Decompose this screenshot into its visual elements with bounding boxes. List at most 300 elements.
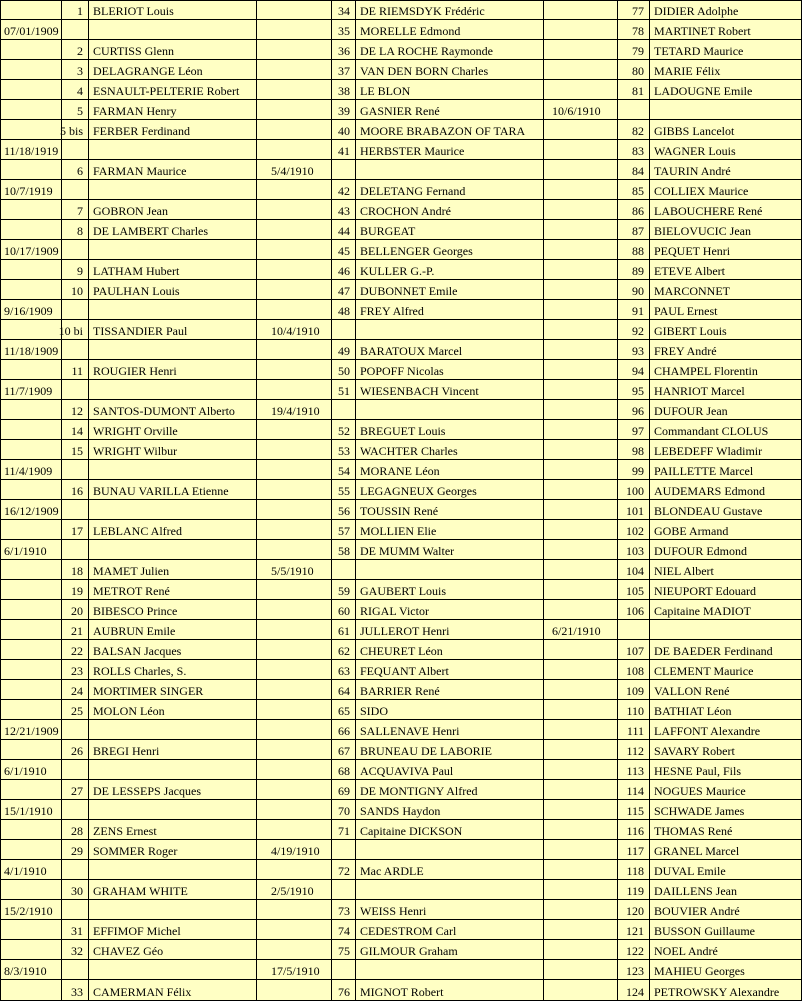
- entry-number: [62, 140, 89, 160]
- entry-number: [332, 200, 356, 220]
- aviator-name: [356, 380, 544, 400]
- date-cell: [0, 460, 62, 480]
- entry-number: [62, 820, 89, 840]
- entry-number-text: 7: [77, 204, 83, 218]
- aviator-name: [89, 500, 257, 520]
- date-cell: [544, 20, 618, 40]
- date-cell: [544, 480, 618, 500]
- entry-number: [332, 220, 356, 240]
- entry-number: [62, 880, 89, 900]
- entry-number-text: 89: [632, 264, 644, 278]
- date-cell: [0, 800, 62, 820]
- aviator-name-text: BOUVIER André: [654, 904, 740, 918]
- date-cell-text: 4/1/1910: [4, 864, 47, 878]
- date-cell: [0, 100, 62, 120]
- entry-number: [332, 500, 356, 520]
- entry-number: [62, 780, 89, 800]
- date-cell: [257, 140, 332, 160]
- entry-number: [332, 580, 356, 600]
- date-cell: [257, 680, 332, 700]
- entry-number: [332, 540, 356, 560]
- aviator-name-text: FARMAN Maurice: [93, 164, 187, 178]
- entry-number-text: 34: [338, 4, 350, 18]
- date-cell: [0, 260, 62, 280]
- entry-number-text: 54: [338, 464, 350, 478]
- date-cell: [257, 200, 332, 220]
- entry-number-text: 41: [338, 144, 350, 158]
- date-cell: [544, 460, 618, 480]
- date-cell: [544, 840, 618, 860]
- aviator-name: [89, 600, 257, 620]
- aviator-name: [650, 280, 802, 300]
- date-cell-text: 12/21/1909: [4, 724, 59, 738]
- date-cell: [257, 800, 332, 820]
- aviator-name: [356, 400, 544, 420]
- aviator-name: [89, 280, 257, 300]
- date-cell-text: 4/19/1910: [271, 844, 320, 858]
- entry-number-text: 123: [626, 964, 644, 978]
- entry-number-text: 46: [338, 264, 350, 278]
- aviator-name-text: AUDEMARS Edmond: [654, 484, 766, 498]
- entry-number: [62, 420, 89, 440]
- entry-number-text: 93: [632, 344, 644, 358]
- entry-number: [618, 920, 650, 940]
- aviator-name-text: SANDS Haydon: [360, 804, 441, 818]
- aviator-name: [89, 380, 257, 400]
- aviator-name: [356, 720, 544, 740]
- entry-number-text: 112: [626, 744, 644, 758]
- aviator-name: [650, 680, 802, 700]
- aviator-name-text: MAMET Julien: [93, 564, 170, 578]
- entry-number-text: 100: [626, 484, 644, 498]
- date-cell: [544, 920, 618, 940]
- aviator-name: [89, 180, 257, 200]
- aviator-name: [650, 300, 802, 320]
- aviator-name-text: MORANE Léon: [360, 464, 440, 478]
- entry-number-text: 28: [71, 824, 83, 838]
- aviator-name: [650, 440, 802, 460]
- aviator-name: [356, 700, 544, 720]
- entry-number: [62, 360, 89, 380]
- aviator-name: [89, 240, 257, 260]
- aviator-name-text: DE MONTIGNY Alfred: [360, 784, 478, 798]
- entry-number-text: 42: [338, 184, 350, 198]
- entry-number: [618, 280, 650, 300]
- aviator-name: [89, 400, 257, 420]
- date-cell-text: 10/4/1910: [271, 324, 320, 338]
- entry-number: [62, 60, 89, 80]
- date-cell: [257, 260, 332, 280]
- entry-number-text: 56: [338, 504, 350, 518]
- date-cell: [544, 300, 618, 320]
- aviator-name-text: GOBE Armand: [654, 524, 729, 538]
- aviator-name: [356, 880, 544, 900]
- entry-number-text: 79: [632, 44, 644, 58]
- aviator-name-text: BLONDEAU Gustave: [654, 504, 763, 518]
- date-cell-text: 8/3/1910: [4, 964, 47, 978]
- entry-number-text: 30: [71, 884, 83, 898]
- date-cell: [0, 880, 62, 900]
- aviator-name: [89, 520, 257, 540]
- aviator-name-text: MOLLIEN Elie: [360, 524, 437, 538]
- aviator-name-text: FEQUANT Albert: [360, 664, 449, 678]
- aviator-name-text: BELLENGER Georges: [360, 244, 473, 258]
- entry-number-text: 20: [71, 604, 83, 618]
- date-cell: [544, 980, 618, 1001]
- date-cell: [0, 340, 62, 360]
- entry-number: [618, 540, 650, 560]
- aviator-name: [89, 140, 257, 160]
- aviator-name: [356, 620, 544, 640]
- entry-number-text: 16: [71, 484, 83, 498]
- entry-number-text: 82: [632, 124, 644, 138]
- aviator-name: [650, 200, 802, 220]
- entry-number: [618, 520, 650, 540]
- entry-number-text: 99: [632, 464, 644, 478]
- entry-number: [62, 220, 89, 240]
- date-cell: [0, 960, 62, 980]
- aviator-name: [650, 40, 802, 60]
- date-cell: [0, 900, 62, 920]
- aviator-name-text: WACHTER Charles: [360, 444, 458, 458]
- entry-number-text: 57: [338, 524, 350, 538]
- entry-number-text: 4: [77, 84, 83, 98]
- entry-number: [618, 420, 650, 440]
- aviator-name-text: MARCONNET: [654, 284, 731, 298]
- aviator-name: [356, 600, 544, 620]
- aviator-name-text: ACQUAVIVA Paul: [360, 764, 454, 778]
- aviator-name: [650, 340, 802, 360]
- date-cell: [0, 680, 62, 700]
- date-cell: [257, 740, 332, 760]
- aviator-name: [650, 600, 802, 620]
- aviator-name: [89, 200, 257, 220]
- aviator-name: [89, 700, 257, 720]
- aviator-name-text: PAUL Ernest: [654, 304, 718, 318]
- date-cell: [0, 540, 62, 560]
- entry-number-text: 18: [71, 564, 83, 578]
- date-cell: [544, 860, 618, 880]
- date-cell: [257, 60, 332, 80]
- date-cell: [544, 160, 618, 180]
- entry-number: [332, 840, 356, 860]
- entry-number: [618, 480, 650, 500]
- aviator-name-text: Capitaine DICKSON: [360, 824, 463, 838]
- aviator-name-text: DUFOUR Jean: [654, 404, 728, 418]
- aviator-name-text: METROT René: [93, 584, 170, 598]
- aviator-name-text: CURTISS Glenn: [93, 44, 174, 58]
- entry-number: [618, 200, 650, 220]
- aviator-name-text: MORTIMER SINGER: [93, 684, 204, 698]
- entry-number: [332, 900, 356, 920]
- entry-number: [618, 760, 650, 780]
- entry-number: [618, 820, 650, 840]
- aviator-name-text: GASNIER René: [360, 104, 440, 118]
- entry-number-text: 86: [632, 204, 644, 218]
- entry-number-text: 108: [626, 664, 644, 678]
- date-cell: [0, 700, 62, 720]
- aviator-name: [356, 360, 544, 380]
- date-cell: [544, 660, 618, 680]
- entry-number-text: 24: [71, 684, 83, 698]
- date-cell: [257, 300, 332, 320]
- date-cell: [544, 960, 618, 980]
- date-cell: [257, 0, 332, 20]
- aviator-name-text: DIDIER Adolphe: [654, 4, 739, 18]
- aviator-name: [650, 260, 802, 280]
- entry-number: [618, 600, 650, 620]
- aviator-name: [356, 240, 544, 260]
- aviator-name-text: HERBSTER Maurice: [360, 144, 465, 158]
- aviator-name-text: LATHAM Hubert: [93, 264, 180, 278]
- entry-number: [618, 380, 650, 400]
- entry-number-text: 80: [632, 64, 644, 78]
- date-cell: [544, 880, 618, 900]
- aviator-name: [356, 980, 544, 1001]
- aviator-name-text: PAILLETTE Marcel: [654, 464, 754, 478]
- entry-number: [62, 400, 89, 420]
- date-cell: [544, 80, 618, 100]
- date-cell: [0, 600, 62, 620]
- entry-number-text: 121: [626, 924, 644, 938]
- aviator-name: [356, 0, 544, 20]
- entry-number-text: 87: [632, 224, 644, 238]
- entry-number: [618, 800, 650, 820]
- aviator-name-text: BIELOVUCIC Jean: [654, 224, 751, 238]
- entry-number: [332, 700, 356, 720]
- entry-number-text: 63: [338, 664, 350, 678]
- aviator-name: [650, 500, 802, 520]
- aviator-name-text: BATHIAT Léon: [654, 704, 732, 718]
- aviator-name: [356, 660, 544, 680]
- aviator-name: [356, 500, 544, 520]
- aviator-name-text: LEBLANC Alfred: [93, 524, 182, 538]
- aviator-name-text: DUBONNET Emile: [360, 284, 458, 298]
- date-cell: [544, 800, 618, 820]
- date-cell: [544, 320, 618, 340]
- aviator-name: [650, 560, 802, 580]
- entry-number: [62, 480, 89, 500]
- entry-number-text: 40: [338, 124, 350, 138]
- entry-number: [618, 180, 650, 200]
- entry-number: [62, 680, 89, 700]
- entry-number-text: 61: [338, 624, 350, 638]
- entry-number: [62, 720, 89, 740]
- aviator-name: [650, 920, 802, 940]
- aviator-name-text: DAILLENS Jean: [654, 884, 737, 898]
- date-cell: [0, 300, 62, 320]
- date-cell: [544, 640, 618, 660]
- entry-number-text: 45: [338, 244, 350, 258]
- aviator-name-text: MOORE BRABAZON OF TARA: [360, 124, 526, 138]
- entry-number-text: 22: [71, 644, 83, 658]
- aviator-name: [356, 740, 544, 760]
- entry-number: [62, 380, 89, 400]
- aviator-name: [650, 780, 802, 800]
- aviator-name-text: Capitaine MADIOT: [654, 604, 751, 618]
- aviator-name: [650, 400, 802, 420]
- aviator-name: [650, 720, 802, 740]
- aviator-name-text: MIGNOT Robert: [360, 985, 444, 999]
- entry-number: [332, 980, 356, 1001]
- entry-number-text: 75: [338, 944, 350, 958]
- entry-number: [618, 340, 650, 360]
- date-cell: [257, 700, 332, 720]
- entry-number-text: 10 bi: [58, 324, 83, 338]
- date-cell: [544, 620, 618, 640]
- entry-number-text: 5: [77, 104, 83, 118]
- date-cell-text: 17/5/1910: [271, 964, 320, 978]
- entry-number: [332, 280, 356, 300]
- entry-number-text: 31: [71, 924, 83, 938]
- entry-number: [62, 940, 89, 960]
- aviator-name: [650, 760, 802, 780]
- entry-number: [332, 460, 356, 480]
- aviator-name: [89, 420, 257, 440]
- date-cell: [257, 720, 332, 740]
- date-cell: [257, 20, 332, 40]
- aviator-name: [650, 80, 802, 100]
- aviator-name-text: WAGNER Louis: [654, 144, 736, 158]
- date-cell: [257, 440, 332, 460]
- entry-number: [618, 960, 650, 980]
- entry-number-text: 84: [632, 164, 644, 178]
- entry-number: [332, 100, 356, 120]
- aviator-name: [356, 780, 544, 800]
- date-cell: [0, 80, 62, 100]
- date-cell: [257, 160, 332, 180]
- entry-number: [332, 620, 356, 640]
- aviator-name: [89, 340, 257, 360]
- aviator-name-text: PEQUET Henri: [654, 244, 731, 258]
- date-cell: [257, 760, 332, 780]
- entry-number-text: 97: [632, 424, 644, 438]
- date-cell: [544, 680, 618, 700]
- aviator-name-text: BARATOUX Marcel: [360, 344, 463, 358]
- entry-number: [332, 340, 356, 360]
- entry-number-text: 101: [626, 504, 644, 518]
- aviator-name-text: MAHIEU Georges: [654, 964, 745, 978]
- entry-number-text: 53: [338, 444, 350, 458]
- entry-number-text: 69: [338, 784, 350, 798]
- entry-number-text: 51: [338, 384, 350, 398]
- date-cell: [544, 500, 618, 520]
- date-cell: [257, 940, 332, 960]
- entry-number: [332, 480, 356, 500]
- entry-number-text: 3: [77, 64, 83, 78]
- date-cell: [257, 180, 332, 200]
- entry-number: [618, 840, 650, 860]
- entry-number-text: 95: [632, 384, 644, 398]
- aviator-name-text: POPOFF Nicolas: [360, 364, 444, 378]
- entry-number-text: 21: [71, 624, 83, 638]
- date-cell: [0, 180, 62, 200]
- aviator-name: [356, 420, 544, 440]
- entry-number: [618, 660, 650, 680]
- date-cell: [0, 20, 62, 40]
- date-cell-text: 6/21/1910: [552, 624, 601, 638]
- aviator-name: [356, 80, 544, 100]
- date-cell-text: 15/2/1910: [4, 904, 53, 918]
- entry-number-text: 1: [77, 4, 83, 18]
- aviator-name: [650, 240, 802, 260]
- entry-number: [62, 340, 89, 360]
- aviator-name-text: WIESENBACH Vincent: [360, 384, 479, 398]
- aviator-name: [650, 980, 802, 1001]
- entry-number: [618, 620, 650, 640]
- date-cell: [0, 660, 62, 680]
- date-cell: [0, 120, 62, 140]
- entry-number-text: 78: [632, 24, 644, 38]
- date-cell: [544, 400, 618, 420]
- aviator-name-text: SANTOS-DUMONT Alberto: [93, 404, 235, 418]
- aviator-name: [356, 280, 544, 300]
- entry-number-text: 103: [626, 544, 644, 558]
- entry-number: [62, 660, 89, 680]
- entry-number-text: 11: [71, 364, 83, 378]
- entry-number: [332, 380, 356, 400]
- entry-number-text: 64: [338, 684, 350, 698]
- date-cell-text: 6/1/1910: [4, 764, 47, 778]
- aviator-name-text: BREGI Henri: [93, 744, 160, 758]
- aviator-name-text: Commandant CLOLUS: [654, 424, 769, 438]
- aviator-name-text: SALLENAVE Henri: [360, 724, 460, 738]
- aviator-name: [650, 100, 802, 120]
- aviator-name: [89, 640, 257, 660]
- entry-number: [62, 740, 89, 760]
- date-cell: [257, 100, 332, 120]
- aviator-name: [356, 820, 544, 840]
- aviator-name-text: ESNAULT-PELTERIE Robert: [93, 84, 240, 98]
- aviator-name-text: TISSANDIER Paul: [93, 324, 188, 338]
- entry-number: [618, 40, 650, 60]
- date-cell: [257, 860, 332, 880]
- entry-number: [62, 40, 89, 60]
- aviator-name: [89, 460, 257, 480]
- entry-number: [62, 600, 89, 620]
- entry-number-text: 111: [626, 724, 644, 738]
- entry-number: [332, 760, 356, 780]
- date-cell-text: 5/4/1910: [271, 164, 314, 178]
- entry-number-text: 2: [77, 44, 83, 58]
- entry-number-text: 81: [632, 84, 644, 98]
- date-cell-text: 11/7/1909: [4, 384, 53, 398]
- entry-number: [62, 960, 89, 980]
- entry-number: [332, 880, 356, 900]
- aviator-name-text: DE LAMBERT Charles: [93, 224, 209, 238]
- aviator-name-text: BIBESCO Prince: [93, 604, 178, 618]
- aviator-name: [356, 220, 544, 240]
- aviator-name-text: CEDESTROM Carl: [360, 924, 457, 938]
- entry-number-text: 114: [626, 784, 644, 798]
- entry-number: [332, 800, 356, 820]
- aviator-name: [650, 220, 802, 240]
- aviator-name: [356, 440, 544, 460]
- date-cell: [544, 280, 618, 300]
- entry-number-text: 32: [71, 944, 83, 958]
- aviator-name-text: CLEMENT Maurice: [654, 664, 754, 678]
- aviator-name-text: LEBEDEFF Wladimir: [654, 444, 763, 458]
- aviator-name: [356, 940, 544, 960]
- aviator-name: [356, 320, 544, 340]
- date-cell-text: 16/12/1909: [4, 504, 59, 518]
- entry-number: [332, 400, 356, 420]
- aviator-name-text: DUFOUR Edmond: [654, 544, 748, 558]
- date-cell: [544, 0, 618, 20]
- date-cell: [0, 420, 62, 440]
- aviator-name-text: ROLLS Charles, S.: [93, 664, 187, 678]
- aviator-name: [356, 540, 544, 560]
